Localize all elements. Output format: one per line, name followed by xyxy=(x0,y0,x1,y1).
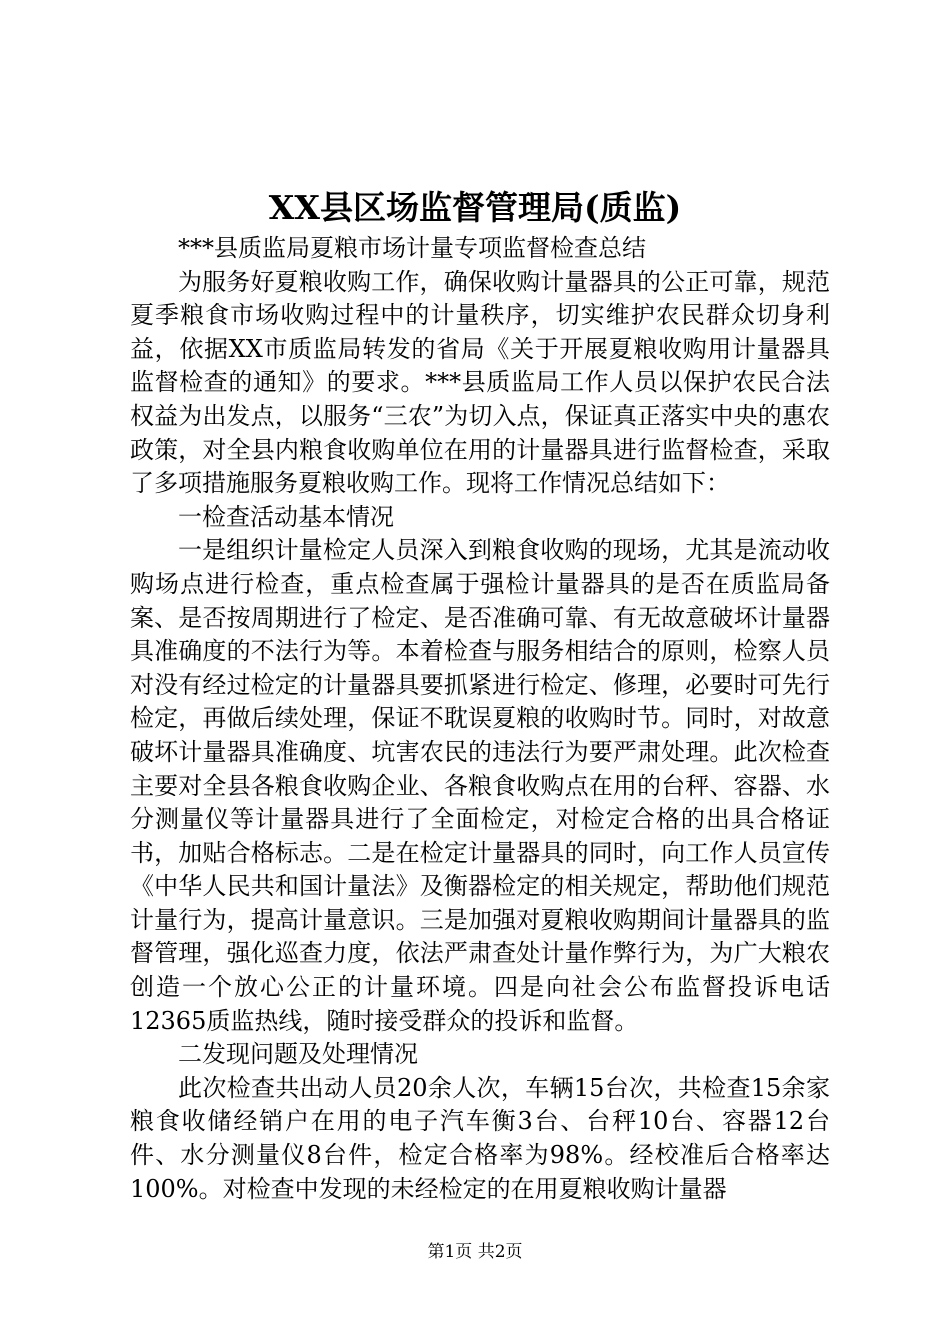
document-title: XX县区场监督管理局(质监) xyxy=(268,188,682,227)
paragraph-section-2: 此次检查共出动人员20余人次，车辆15台次，共检查15余家粮食收储经销户在用的电子汽车衡3台、台秤10台、容器12台件、水分测量仪8台件，检定合格率为98%。经校准后合格率达100%。对检查中发现的未经检定的在用夏粮收购计量器 xyxy=(130,1073,830,1203)
paragraph-section-1: 一是组织计量检定人员深入到粮食收购的现场，尤其是流动收购场点进行检查，重点检查属于强检计量器具的是否在质监局备案、是否按周期进行了检定、是否准确可靠、有无故意破坏计量器具准确度的不法行为等。本着检查与服务相结合的原则，检察人员对没有经过检定的计量器具要抓紧进行检定、修理，必要时可先行检定，再做后续处理，保证不耽误夏粮的收购时节。同时，对故意破坏计量器具准确度、坑害农民的违法行为要严肃处理。此次检查主要对全县各粮食收购企业、各粮食收购点在用的台秤、容器、水分测量仪等计量器具进行了全面检定，对检定合格的出具合格证书，加贴合格标志。二是在检定计量器具的同时，向工作人员宣传《中华人民共和国计量法》及衡器检定的相关规定，帮助他们规范计量行为，提高计量意识。三是加强对夏粮收购期间计量器具的监督管理，强化巡查力度，依法严肃查处计量作弊行为，为广大粮农创造一个放心公正的计量环境。四是向社会公布监督投诉电话12365质监热线，随时接受群众的投诉和监督。 xyxy=(130,536,830,1035)
section-heading-1: 一检查活动基本情况 xyxy=(178,502,394,531)
page-footer: 第1页 共2页 xyxy=(427,1242,523,1262)
paragraph-intro: 为服务好夏粮收购工作，确保收购计量器具的公正可靠，规范夏季粮食市场收购过程中的计量秩序，切实维护农民群众切身利益，依据XX市质监局转发的省局《关于开展夏粮收购用计量器具监督检查的通知》的要求。***县质监局工作人员以保护农民合法权益为出发点，以服务“三农”为切入点，保证真正落实中央的惠农政策，对全县内粮食收购单位在用的计量器具进行监督检查，采取了多项措施服务夏粮收购工作。现将工作情况总结如下： xyxy=(130,267,830,498)
document-body xyxy=(130,232,830,1206)
document-subtitle: ***县质监局夏粮市场计量专项监督检查总结 xyxy=(178,234,646,262)
section-heading-2: 二发现问题及处理情况 xyxy=(178,1040,418,1069)
